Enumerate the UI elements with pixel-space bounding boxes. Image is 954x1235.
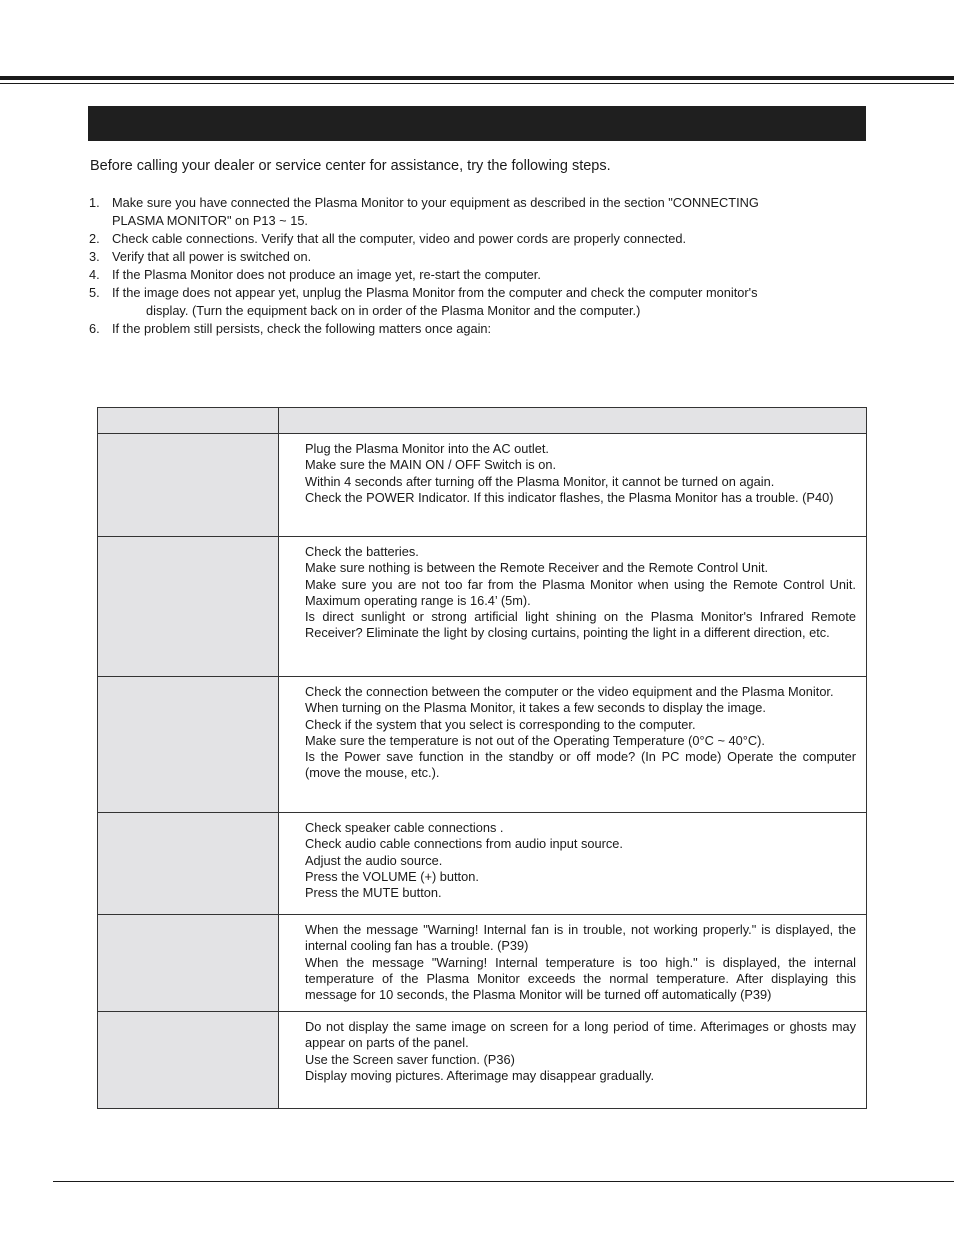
header-cell-remedy xyxy=(279,408,867,434)
remedy-item: Is the Power save function in the standby or off mode? (In PC mode) Operate the computer (move the mouse, etc.). xyxy=(305,749,856,781)
remedy-cell xyxy=(279,537,867,677)
remedy-cell xyxy=(279,813,867,915)
footer-rule xyxy=(53,1181,954,1182)
step-number: 4. xyxy=(89,267,100,282)
remedy-cell xyxy=(279,915,867,1012)
remedy-item: Check audio cable connections from audio input source. xyxy=(305,836,623,852)
steps-list xyxy=(89,194,869,338)
step-text: PLASMA MONITOR" on P13 ~ 15. xyxy=(112,213,308,228)
problem-cell xyxy=(98,677,279,813)
remedy-item: When the message "Warning! Internal fan is in trouble, not working properly." is displayed, the internal cooling fan has a trouble. (P39) xyxy=(305,922,856,954)
list-item xyxy=(89,248,869,266)
list-item xyxy=(89,320,869,338)
list-item xyxy=(89,266,869,284)
header-rule-thick xyxy=(0,76,954,80)
list-item xyxy=(89,194,869,230)
problem-cell xyxy=(98,434,279,537)
remedy-item: Press the VOLUME (+) button. xyxy=(305,868,479,884)
step-number: 1. xyxy=(89,195,100,210)
list-item xyxy=(89,230,869,248)
table-row xyxy=(98,813,867,915)
remedy-item: Make sure the MAIN ON / OFF Switch is on. xyxy=(305,457,557,473)
step-text: If the Plasma Monitor does not produce an image yet, re-start the computer. xyxy=(112,267,541,282)
remedy-item: Is direct sunlight or strong artificial light shining on the Plasma Monitor's Infrared Remote Receiver? Eliminate the light by closing curtains, pointing the light in a different direction, etc. xyxy=(305,609,856,641)
step-number: 6. xyxy=(89,321,100,336)
step-text: Check cable connections. Verify that all the computer, video and power cords are properly connected. xyxy=(112,231,687,246)
step-text: display. (Turn the equipment back on in order of the Plasma Monitor and the computer.) xyxy=(146,303,641,318)
remedy-item: Plug the Plasma Monitor into the AC outlet. xyxy=(305,441,549,456)
remedy-item: Check the POWER Indicator. If this indicator flashes, the Plasma Monitor has a trouble. (P40) xyxy=(305,489,834,505)
remedy-item: Check if the system that you select is corresponding to the computer. xyxy=(305,716,696,732)
problem-cell xyxy=(98,537,279,677)
remedy-item: Make sure the temperature is not out of the Operating Temperature (0°C ~ 40°C). xyxy=(305,732,765,748)
list-item xyxy=(89,284,869,320)
remedy-item: Press the MUTE button. xyxy=(305,885,442,901)
step-text: Verify that all power is switched on. xyxy=(112,249,312,264)
table-header-row xyxy=(98,408,867,434)
remedy-item: Adjust the audio source. xyxy=(305,852,443,868)
table-row xyxy=(98,677,867,813)
table-row xyxy=(98,915,867,1012)
remedy-item: Make sure you are not too far from the Plasma Monitor when using the Remote Control Unit. Maximum operating range is 16.4’ (5m). xyxy=(305,576,856,608)
step-text: If the image does not appear yet, unplug the Plasma Monitor from the computer and check the computer monitor's xyxy=(112,285,758,300)
troubleshooting-table xyxy=(97,407,867,1109)
remedy-item: Do not display the same image on screen for a long period of time. Afterimages or ghosts may appear on parts of the panel. xyxy=(305,1019,856,1051)
remedy-item: Use the Screen saver function. (P36) xyxy=(305,1051,515,1067)
step-number: 3. xyxy=(89,249,100,264)
intro-text: Before calling your dealer or service center for assistance, try the following steps. xyxy=(90,158,611,174)
remedy-item: When the message "Warning! Internal temperature is too high." is displayed, the internal temperature of the Plasma Monitor exceeds the normal temperature. After displaying this message for 10 seconds, the Plasma Monitor will be turned off automatically (P39) xyxy=(305,954,856,1003)
section-title-bar xyxy=(88,106,866,141)
step-number: 5. xyxy=(89,285,100,300)
table-row xyxy=(98,434,867,537)
header-rule-thin xyxy=(0,83,954,84)
step-text: Make sure you have connected the Plasma Monitor to your equipment as described in the section "CONNECTING xyxy=(112,195,759,210)
step-text: If the problem still persists, check the following matters once again: xyxy=(112,321,492,336)
problem-cell xyxy=(98,1012,279,1109)
remedy-item: Check the batteries. xyxy=(305,544,419,559)
remedy-item: Within 4 seconds after turning off the Plasma Monitor, it cannot be turned on again. xyxy=(305,473,775,489)
remedy-cell xyxy=(279,434,867,537)
header-cell-problem xyxy=(98,408,279,434)
remedy-item: Make sure nothing is between the Remote Receiver and the Remote Control Unit. xyxy=(305,560,769,576)
step-number: 2. xyxy=(89,231,100,246)
remedy-cell xyxy=(279,1012,867,1109)
remedy-item: Display moving pictures. Afterimage may disappear gradually. xyxy=(305,1067,654,1083)
remedy-item: Check speaker cable connections . xyxy=(305,820,504,835)
remedy-item: Check the connection between the computer or the video equipment and the Plasma Monitor. xyxy=(305,684,834,699)
problem-cell xyxy=(98,813,279,915)
table-row xyxy=(98,537,867,677)
remedy-item: When turning on the Plasma Monitor, it takes a few seconds to display the image. xyxy=(305,700,766,716)
remedy-cell xyxy=(279,677,867,813)
table-row xyxy=(98,1012,867,1109)
problem-cell xyxy=(98,915,279,1012)
